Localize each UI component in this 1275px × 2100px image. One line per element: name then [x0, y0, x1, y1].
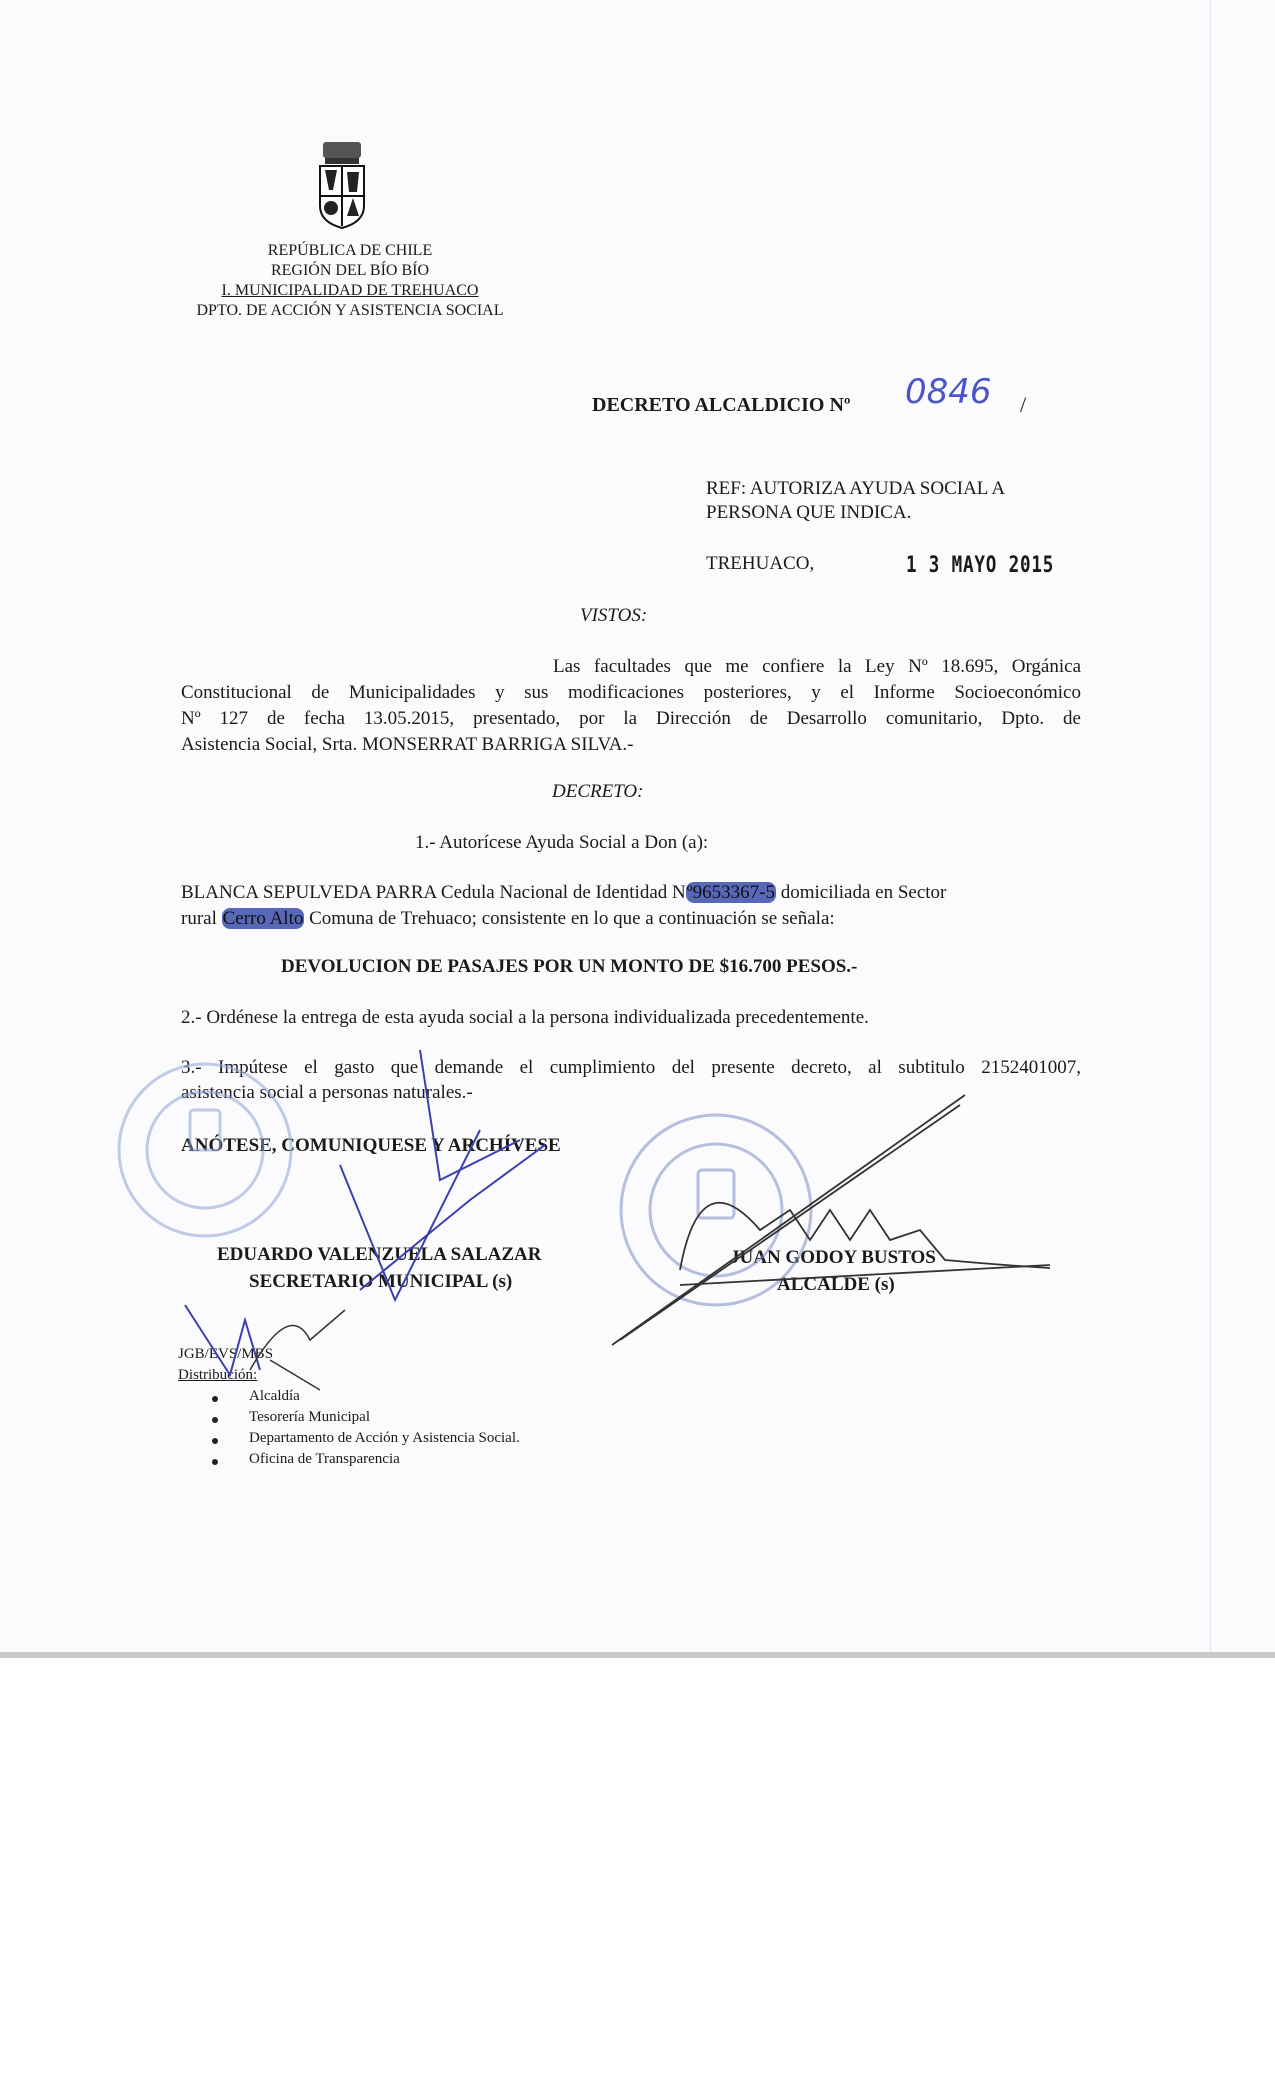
signer-right-title: ALCALDE (s) [777, 1274, 895, 1295]
beneficiary-line-2 [181, 908, 835, 930]
amount-line: DEVOLUCION DE PASAJES POR UN MONTO DE $16.700 PESOS.- [281, 956, 858, 977]
ref-line-2: PERSONA QUE INDICA. [706, 502, 912, 523]
vistos-line-2: Constitucional de Municipalidades y sus modificaciones posteriores, y el Informe Socioeconómico [181, 682, 1081, 703]
decree-title: DECRETO ALCALDICIO Nº [592, 394, 851, 416]
decreto-item-1: 1.- Autorícese Ayuda Social a Don (a): [415, 832, 709, 853]
scan-fold-line [1210, 0, 1211, 1652]
decree-slash: / [1020, 392, 1027, 417]
decreto-heading: DECRETO: [552, 781, 644, 802]
bullet-icon [212, 1459, 218, 1465]
decree-number-handwritten: 0846 [905, 372, 992, 412]
ref-line-1: REF: AUTORIZA AYUDA SOCIAL A [706, 478, 1006, 499]
header-republic: REPÚBLICA DE CHILE [267, 242, 433, 259]
bullet-icon [212, 1417, 218, 1423]
closing-formula: ANÓTESE, COMUNIQUESE Y ARCHÍVESE [181, 1135, 561, 1156]
signer-right-name: JUAN GODOY BUSTOS [730, 1247, 936, 1268]
header-municipality: I. MUNICIPALIDAD DE TREHUACO [221, 282, 479, 299]
distribution-item: Tesorería Municipal [249, 1409, 370, 1425]
distribution-item: Oficina de Transparencia [249, 1451, 400, 1467]
initials: JGB/EVS/MBS [178, 1346, 274, 1362]
signer-left-title: SECRETARIO MUNICIPAL (s) [249, 1271, 513, 1292]
beneficiary-rural-text: rural [181, 908, 222, 929]
vistos-heading: VISTOS: [580, 605, 648, 626]
distribution-label: Distribución: [178, 1367, 258, 1383]
vistos-line-1: Las facultades que me confiere la Ley Nº 18.695, Orgánica [553, 656, 1081, 677]
header-department: DPTO. DE ACCIÓN Y ASISTENCIA SOCIAL [196, 302, 504, 319]
header-region: REGIÓN DEL BÍO BÍO [270, 262, 430, 279]
beneficiary-line-1 [181, 882, 1081, 904]
vistos-line-3: Nº 127 de fecha 13.05.2015, presentado, por la Dirección de Desarrollo comunitario, Dpto. de [181, 708, 1081, 729]
beneficiary-commune-text: Comuna de Trehuaco; consistente en lo que a continuación se señala: [304, 908, 835, 929]
distribution-item: Departamento de Acción y Asistencia Social. [249, 1430, 520, 1446]
beneficiary-sector: Cerro Alto [222, 908, 304, 929]
bullet-icon [212, 1396, 218, 1402]
municipal-crest-icon [315, 140, 369, 230]
place: TREHUACO, [706, 553, 815, 574]
vistos-line-4: Asistencia Social, Srta. MONSERRAT BARRIGA SILVA.- [181, 734, 634, 755]
bullet-icon [212, 1438, 218, 1444]
date-stamp: 1 3 MAYO 2015 [906, 553, 1055, 578]
distribution-item: Alcaldía [249, 1388, 300, 1404]
beneficiary-name-text: BLANCA SEPULVEDA PARRA Cedula Nacional de Identidad N [181, 882, 686, 903]
decreto-item-3-line-1: 3.- Impútese el gasto que demande el cumplimiento del presente decreto, al subtitulo 2152401007, [181, 1057, 1081, 1078]
beneficiary-id: º9653367-5 [686, 882, 775, 903]
decreto-item-3-line-2: asistencia social a personas naturales.- [181, 1082, 473, 1103]
decreto-item-2: 2.- Ordénese la entrega de esta ayuda social a la persona individualizada precedentemente. [181, 1007, 869, 1028]
signer-left-name: EDUARDO VALENZUELA SALAZAR [217, 1244, 542, 1265]
page-edge [0, 1652, 1275, 1658]
beneficiary-address-text: domiciliada en Sector [775, 882, 947, 903]
